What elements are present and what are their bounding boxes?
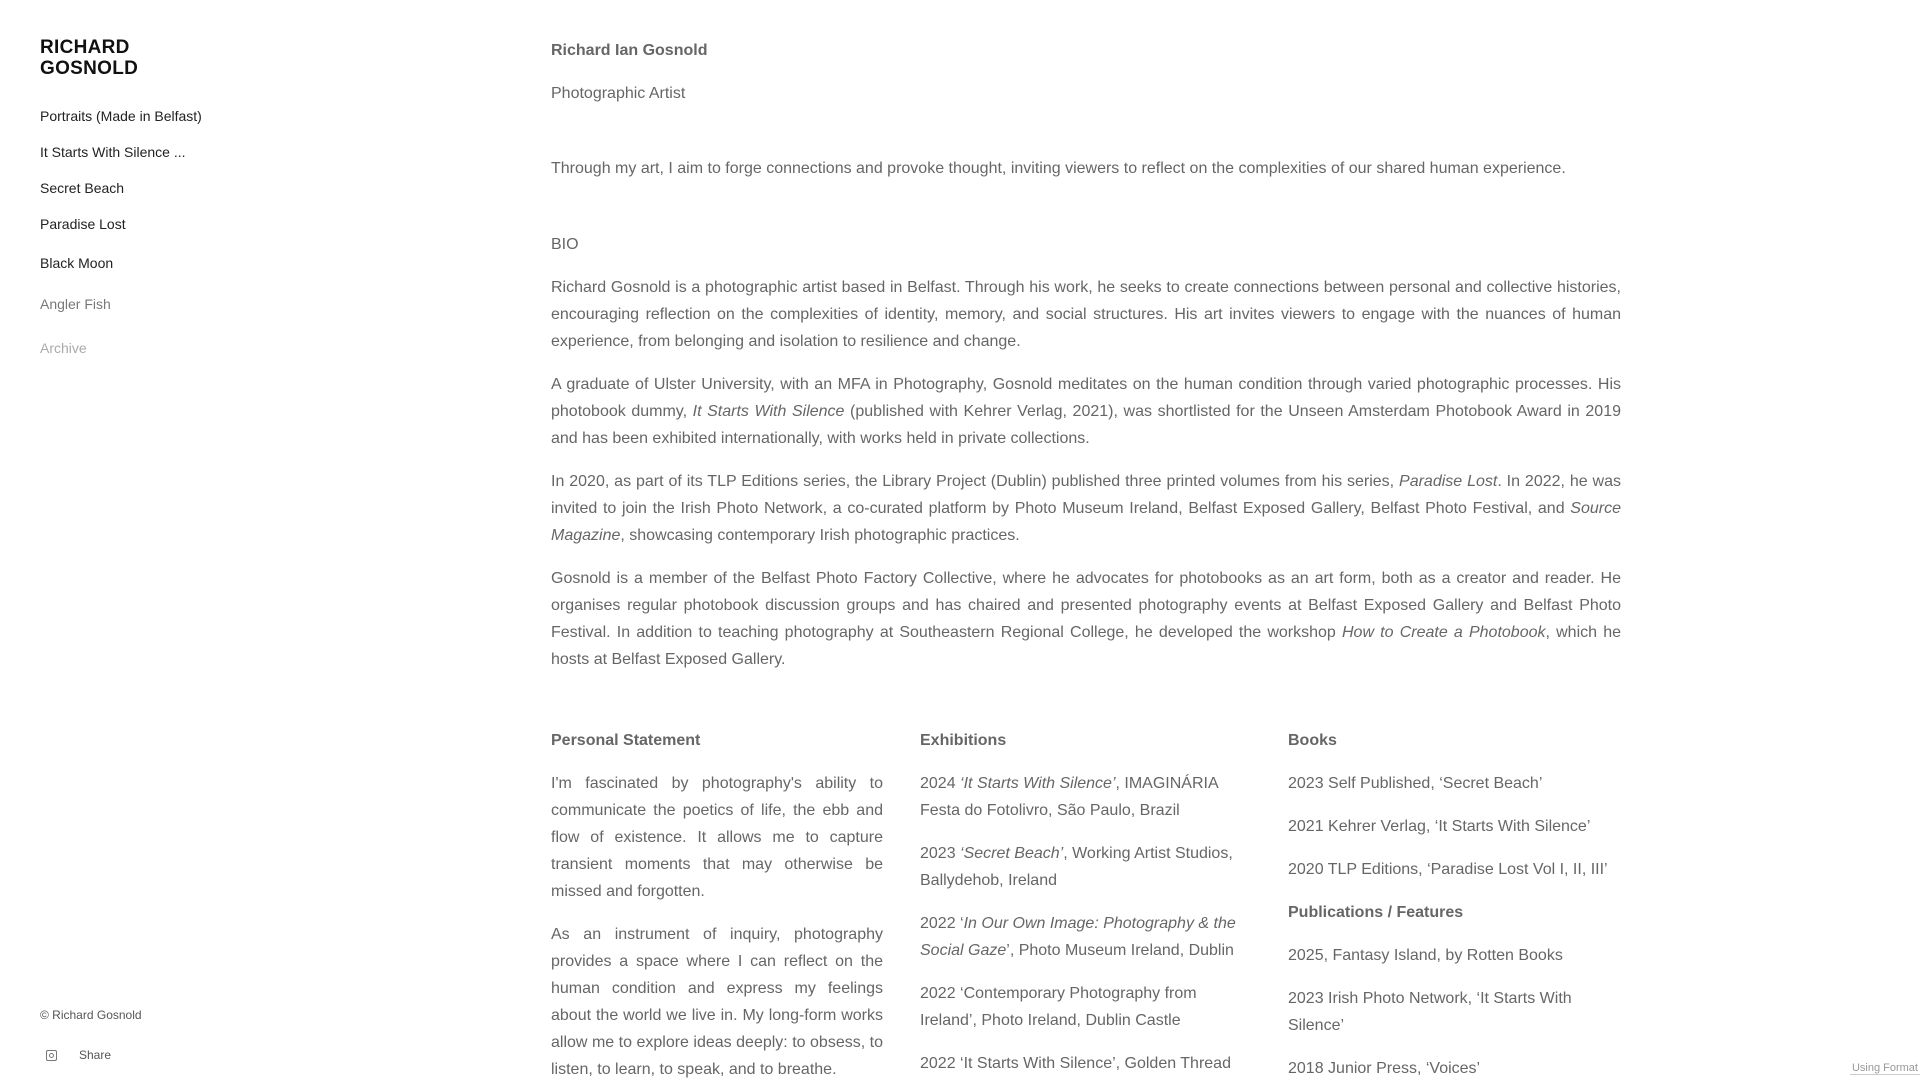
info-columns xyxy=(551,727,1621,1080)
personal-statement-column xyxy=(551,727,883,1080)
bio-paragraph: In 2020, as part of its TLP Editions series, the Library Project (Dublin) published three printed volumes from his series, Paradise Lost. In 2022, he was invited to join the Irish Photo Network, a co-curated platform by Photo Museum Ireland, Belfast Exposed Gallery, Belfast Photo Festival, and Source Magazine, showcasing contemporary Irish photographic practices. xyxy=(551,473,1622,544)
sidebar xyxy=(40,0,480,1080)
publications-heading: Publications / Features xyxy=(1288,904,1464,921)
personal-statement-paragraph: I'm fascinated by photography's ability to communicate the poetics of life, the ebb and flow of existence. It allows me to capture transient moments that may otherwise be missed and forgotten. xyxy=(551,775,883,900)
copyright: © Richard Gosnold xyxy=(40,1008,142,1022)
books-heading: Books xyxy=(1288,732,1337,749)
exhibition-item: 2022 ‘Contemporary Photography from Ireland’, Photo Ireland, Dublin Castle xyxy=(920,985,1197,1029)
bio-paragraph: Gosnold is a member of the Belfast Photo Factory Collective, where he advocates for photobooks as an art form, both as a creator and reader. He organises regular photobook discussion groups and has chaired and presented photography events at Belfast Exposed Gallery and Belfast Photo Festival. In addition to teaching photography at Southeastern Regional College, he developed the workshop How to Create a Photobook, which he hosts at Belfast Exposed Gallery. xyxy=(551,570,1622,668)
artist-role: Photographic Artist xyxy=(551,85,686,102)
bio-paragraph: A graduate of Ulster University, with an MFA in Photography, Gosnold meditates on the human condition through varied photographic processes. His photobook dummy, It Starts With Silence (published with Kehrer Verlag, 2021), was shortlisted for the Unseen Amsterdam Photobook Award in 2019 and has been exhibited internationally, with works held in private collections. xyxy=(551,376,1621,447)
nav-item-secret-beach[interactable]: Secret Beach xyxy=(40,180,125,196)
personal-statement-paragraph: As an instrument of inquiry, photography provides a space where I can reflect on the human condition and express my feelings about the world we live in. My long-form works allow me to explore ideas deeply: to obsess, to listen, to learn, to speak, and to breathe. xyxy=(551,926,883,1078)
exhibitions-heading: Exhibitions xyxy=(920,732,1007,749)
nav-item-archive[interactable]: Archive xyxy=(40,340,87,356)
nav-item-portraits[interactable]: Portraits (Made in Belfast) xyxy=(40,108,202,124)
exhibition-item: 2024 ‘It Starts With Silence’, IMAGINÁRIA Festa do Fotolivro, São Paulo, Brazil xyxy=(920,775,1218,819)
instagram-icon[interactable] xyxy=(46,1050,57,1061)
exhibition-item: 2022 ‘In Our Own Image: Photography & the Social Gaze’, Photo Museum Ireland, Dublin xyxy=(920,915,1236,959)
nav-item-paradise-lost[interactable]: Paradise Lost xyxy=(40,216,126,232)
book-item: 2021 Kehrer Verlag, ‘It Starts With Silence’ xyxy=(1288,818,1591,835)
nav-item-it-starts-with-silence[interactable]: It Starts With Silence ... xyxy=(40,144,186,160)
exhibitions-column xyxy=(920,727,1252,1080)
artist-statement: Through my art, I aim to forge connections and provoke thought, inviting viewers to reflect on the complexities of our shared human experience. xyxy=(551,160,1566,177)
using-format-link[interactable]: Using Format xyxy=(1851,1062,1918,1074)
personal-statement-heading: Personal Statement xyxy=(551,732,701,749)
bio-section xyxy=(551,274,1621,689)
exhibition-item: 2022 ‘It Starts With Silence’, Golden Thread xyxy=(920,1055,1231,1072)
nav-item-angler-fish[interactable]: Angler Fish xyxy=(40,296,111,312)
exhibition-item: 2023 ‘Secret Beach’, Working Artist Studios, Ballydehob, Ireland xyxy=(920,845,1233,889)
site-title[interactable]: RICHARD GOSNOLD xyxy=(40,37,139,79)
bio-heading: BIO xyxy=(551,236,579,253)
book-item: 2020 TLP Editions, ‘Paradise Lost Vol I, II, III’ xyxy=(1288,861,1608,878)
books-column xyxy=(1288,727,1620,1080)
artist-name: Richard Ian Gosnold xyxy=(551,42,708,59)
publication-item: 2018 Junior Press, ‘Voices’ xyxy=(1288,1060,1481,1077)
publication-item: 2025, Fantasy Island, by Rotten Books xyxy=(1288,947,1563,964)
social-bar xyxy=(46,1048,111,1062)
nav-item-black-moon[interactable]: Black Moon xyxy=(40,255,114,271)
share-button[interactable]: Share xyxy=(79,1048,112,1062)
bio-paragraph: Richard Gosnold is a photographic artist based in Belfast. Through his work, he seeks to create connections between personal and collective histories, encouraging reflection on the complexities of identity, memory, and social structures. His art invites viewers to engage with the nuances of human experience, from belonging and isolation to resilience and change. xyxy=(551,279,1621,350)
book-item: 2023 Self Published, ‘Secret Beach’ xyxy=(1288,775,1543,792)
publication-item: 2023 Irish Photo Network, ‘It Starts With Silence’ xyxy=(1288,990,1572,1034)
